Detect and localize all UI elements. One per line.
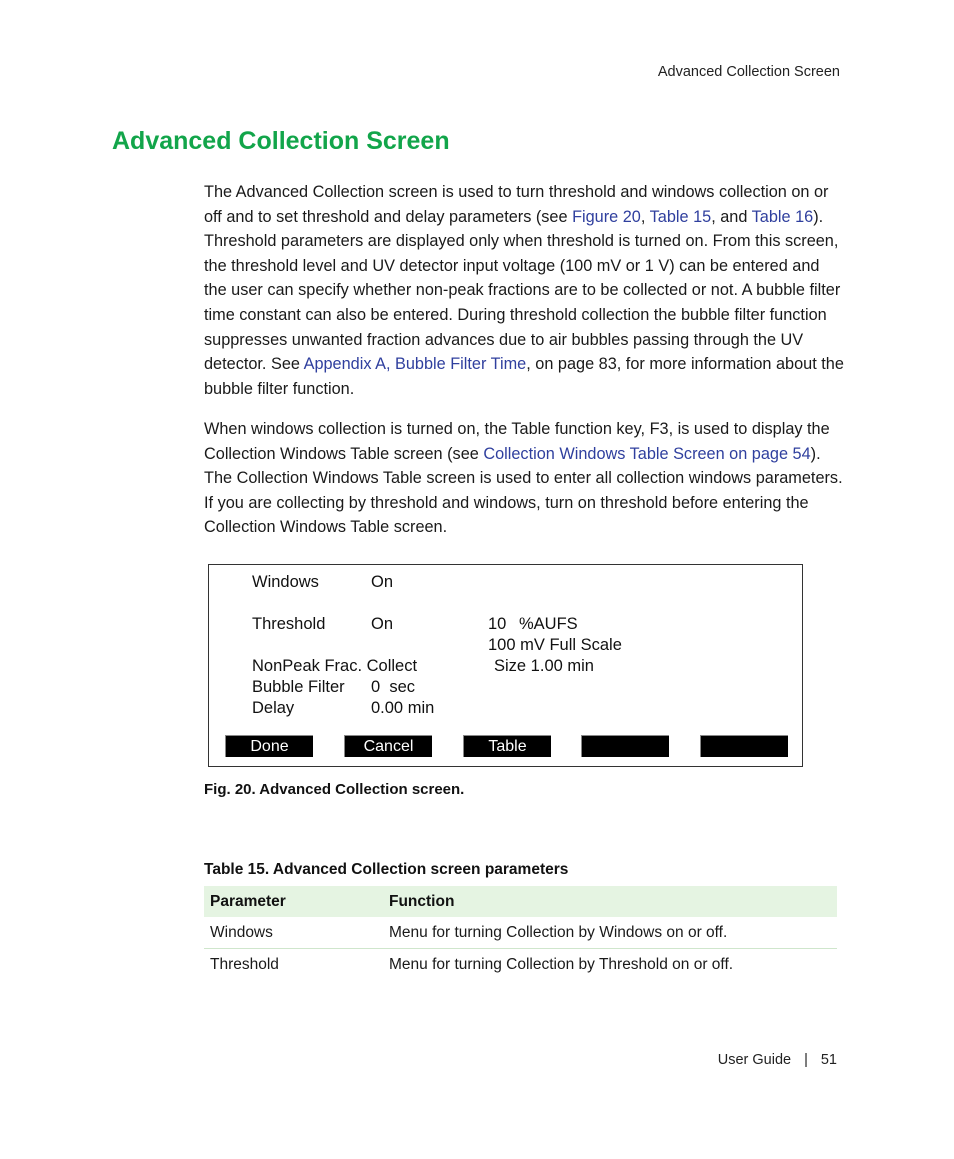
threshold-level: 10 [488, 615, 507, 633]
full-scale-value: 100 mV Full Scale [488, 636, 622, 654]
table-key: Table [463, 735, 551, 757]
function-cell: Menu for turning Collection by Threshold on or off. [389, 955, 734, 973]
figure-caption: Fig. 20. Advanced Collection screen. [204, 781, 465, 798]
bubble-filter-value: 0 sec [371, 678, 416, 696]
paragraph-text: The Advanced Collection screen is used to turn threshold and windows collection on or off and to set threshold and delay parameters (see [204, 183, 829, 226]
parameters-table [204, 886, 837, 980]
size-value: Size 1.00 min [494, 657, 594, 675]
cancel-key: Cancel [344, 735, 432, 757]
figure-20-link[interactable]: Figure 20 [572, 207, 641, 226]
table-header-row [204, 886, 837, 917]
page-footer [718, 1052, 837, 1068]
threshold-value: On [371, 615, 394, 633]
table-row [204, 917, 837, 949]
f4-key [581, 735, 669, 757]
paragraph-text: , and [711, 207, 752, 226]
done-key: Done [225, 735, 313, 757]
windows-value: On [371, 573, 394, 591]
parameter-cell: Windows [204, 917, 383, 949]
table-row [204, 949, 837, 981]
table-title: Table 15. Advanced Collection screen parameters [204, 861, 569, 878]
windows-paragraph [204, 417, 844, 540]
column-header: Parameter [204, 886, 383, 917]
intro-paragraph [204, 180, 844, 401]
collection-windows-link[interactable]: Collection Windows Table Screen on page 54 [483, 444, 811, 463]
paragraph-text: When windows collection is turned on, the Table function key, F3, is used to display the Collection Windows Table screen (see [204, 420, 830, 463]
threshold-unit: %AUFS [519, 615, 578, 633]
f5-key [700, 735, 788, 757]
parameter-cell: Threshold [210, 955, 279, 973]
bubble-filter-label: Bubble Filter [252, 678, 345, 696]
table-16-link[interactable]: Table 16 [751, 207, 814, 226]
paragraph-text: ). The Collection Windows Table screen is used to enter all collection windows parameters. If you are collecting by threshold and windows, turn on threshold before entering the Collection Windows Table screen. [204, 444, 843, 537]
page-number: 51 [820, 1052, 837, 1068]
paragraph-text: , on page 83, for more information about the bubble filter function. [204, 355, 844, 398]
column-header: Function [383, 886, 837, 917]
page-title: Advanced Collection Screen [112, 127, 450, 155]
nonpeak-label: NonPeak Frac. Collect [252, 657, 418, 675]
paragraph-text: , [640, 207, 650, 226]
windows-label: Windows [252, 573, 319, 591]
running-head: Advanced Collection Screen [657, 64, 840, 80]
table-15-link[interactable]: Table 15 [649, 207, 712, 226]
delay-label: Delay [252, 699, 295, 717]
appendix-a-link[interactable]: Appendix A, Bubble Filter Time [303, 355, 527, 374]
function-cell: Menu for turning Collection by Windows on or off. [383, 917, 837, 949]
footer-guide: User Guide [717, 1052, 792, 1068]
delay-value: 0.00 min [371, 699, 435, 717]
paragraph-text: ). Threshold parameters are displayed only when threshold is turned on. From this screen, the threshold level and UV detector input voltage (100 mV or 1 V) can be entered and the user can specify whether non-peak fractions are to be collected or not. A bubble filter time constant can also be entered. During threshold collection the bubble filter function suppresses unwanted fraction advances due to air bubbles passing through the UV detector. See [204, 207, 841, 374]
advanced-collection-screen-figure [208, 564, 803, 767]
footer-separator: | [804, 1052, 808, 1068]
threshold-label: Threshold [252, 615, 326, 633]
